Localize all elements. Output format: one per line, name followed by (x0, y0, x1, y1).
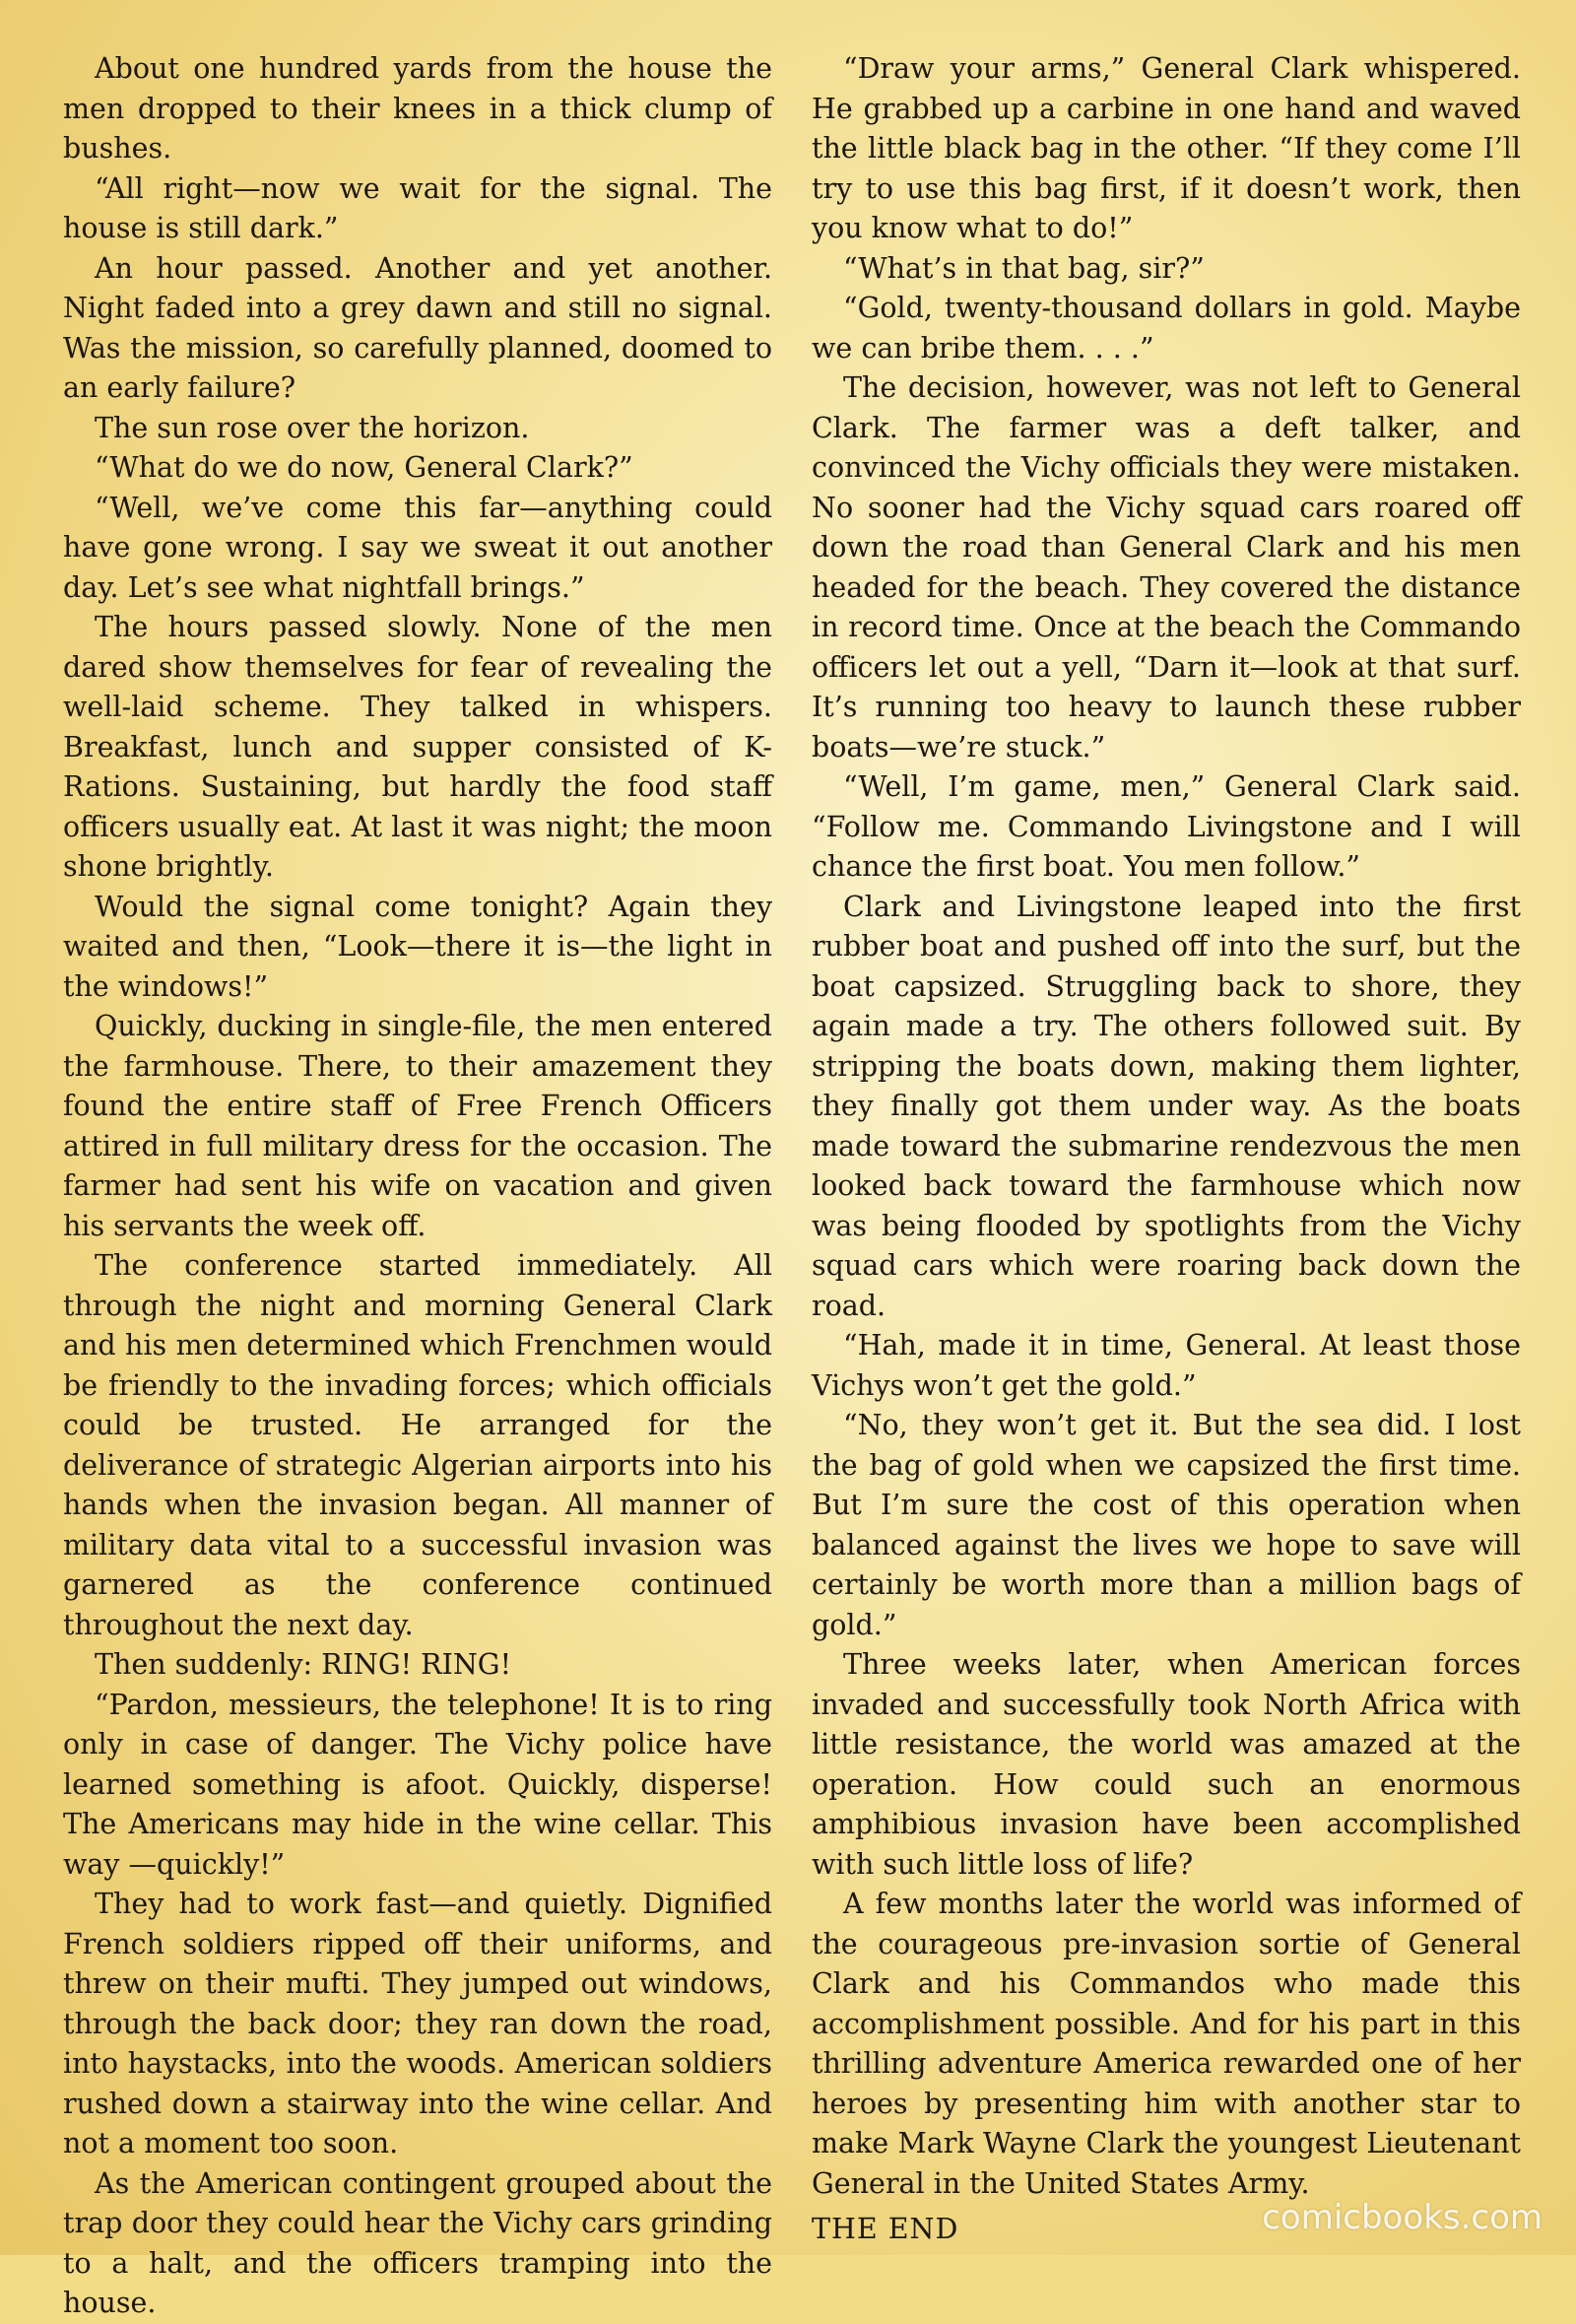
paragraph: Three weeks later, when American forces invaded and successfully took North Africa with little resistance, the world was amazed at the operation. How could such an enormous amphibious invasion have been accomplished with such little loss of life? (812, 1648, 1521, 1881)
paragraph: About one hundred yards from the house the men dropped to their knees in a thick clump of bushes. (63, 52, 772, 165)
paragraph: “Well, I’m game, men,” General Clark said. “Follow me. Commando Livingstone and I will chance the first boat. You men follow.” (812, 770, 1521, 883)
paragraph: “Draw your arms,” General Clark whispered. He grabbed up a carbine in one hand and waved the little black bag in the other. “If they come I’ll try to use this bag first, if it doesn’t work, then you know what to do!” (812, 52, 1521, 244)
paragraph: “All right—now we wait for the signal. The house is still dark.” (63, 171, 772, 244)
paragraph: Would the signal come tonight? Again they waited and then, “Look—there it is—the light in the windows!” (63, 890, 772, 1003)
paragraph: Quickly, ducking in single-file, the men entered the farmhouse. There, to their amazement they found the entire staff of Free French Officers attired in full military dress for the occasion. The farmer had sent his wife on vacation and given his servants the week off. (63, 1010, 772, 1242)
paragraph: The sun rose over the horizon. (95, 411, 530, 444)
paragraph: The hours passed slowly. None of the men dared show themselves for fear of revealing the well-laid scheme. They talked in whispers. Breakfast, lunch and supper consisted of K-Rations. Sustaining, but hardly the food staff officers usually eat. At last it was night; the moon shone brightly. (63, 611, 772, 883)
paragraph: As the American contingent grouped about the trap door they could hear the Vichy cars grinding to a halt, and the officers tramping into the house. (63, 2166, 772, 2319)
paragraph: “Well, we’ve come this far—anything could have gone wrong. I say we sweat it out another day. Let’s see what nightfall brings.” (63, 491, 772, 604)
paragraph: The conference started immediately. All through the night and morning General Clark and his men determined which Frenchmen would be friendly to the invading forces; which officials could be trusted. He arranged for the deliverance of strategic Algerian airports into his hands when the invasion began. All manner of military data vital to a successful invasion was garnered as the conference continued throughout the next day. (63, 1249, 772, 1641)
paragraph: “Pardon, messieurs, the telephone! It is to ring only in case of danger. The Vichy police have learned something is afoot. Quickly, disperse! The Americans may hide in the wine cellar. This way —quickly!” (63, 1688, 772, 1881)
site-watermark: comicbooks.com (1262, 2198, 1543, 2237)
paragraph: “Hah, made it in time, General. At least those Vichys won’t get the gold.” (812, 1329, 1521, 1402)
paragraph: A few months later the world was informed of the courageous pre-invasion sortie of General Clark and his Commandos who made this accomplishment possible. And for his part in this thrilling adventure America rewarded one of her heroes by presenting him with another star to make Mark Wayne Clark the youngest Lieutenant General in the United States Army. (812, 1888, 1521, 2200)
paragraph: Clark and Livingstone leaped into the first rubber boat and pushed off into the surf, but the boat capsized. Struggling back to shore, they again made a try. The others followed suit. By stripping the boats down, making them lighter, they finally got them under way. As the boats made toward the submarine rendezvous the men looked back toward the farmhouse which now was being flooded by spotlights from the Vichy squad cars which were roaring back down the road. (812, 890, 1521, 1322)
paragraph: They had to work fast—and quietly. Dignified French soldiers ripped off their uniforms, and threw on their mufti. They jumped out windows, through the back door; they ran down the road, into haystacks, into the woods. American soldiers rushed down a stairway into the wine cellar. And not a moment too soon. (63, 1888, 772, 2159)
the-end-label: THE END (812, 2213, 959, 2245)
left-text-column (63, 49, 772, 2324)
paragraph: “No, they won’t get it. But the sea did. I lost the bag of gold when we capsized the first time. But I’m sure the cost of this operation when balanced against the lives we hope to save will certainly be worth more than a million bags of gold.” (812, 1409, 1521, 1641)
paragraph: “What’s in that bag, sir?” (843, 251, 1205, 285)
paragraph: Then suddenly: RING! RING! (95, 1648, 512, 1681)
right-text-column (812, 49, 1521, 2250)
paragraph: “What do we do now, General Clark?” (95, 451, 633, 484)
paragraph: The decision, however, was not left to General Clark. The farmer was a deft talker, and convinced the Vichy officials they were mistaken. No sooner had the Vichy squad cars roared off down the road than General Clark and his men headed for the beach. They covered the distance in record time. Once at the beach the Commando officers let out a yell, “Darn it—look at that surf. It’s running too heavy to launch these rubber boats—we’re stuck.” (812, 371, 1521, 764)
paragraph: An hour passed. Another and yet another. Night faded into a grey dawn and still no signal. Was the mission, so carefully planned, doomed to an early failure? (63, 251, 772, 404)
paragraph: “Gold, twenty-thousand dollars in gold. Maybe we can bribe them. . . .” (812, 292, 1521, 365)
